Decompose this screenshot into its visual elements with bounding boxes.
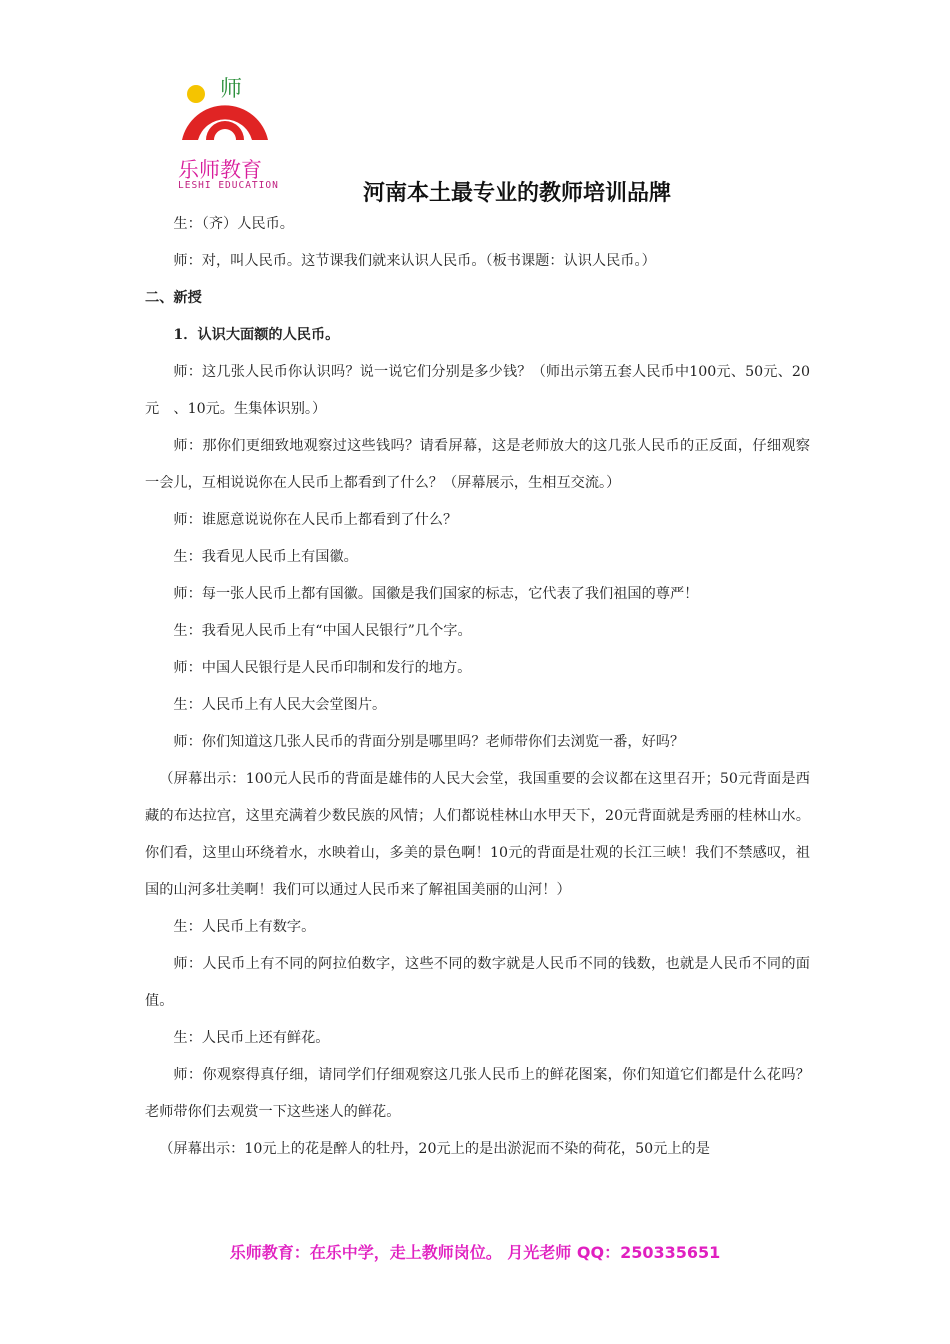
logo [170, 70, 290, 195]
paragraph: 生：人民币上有数字。 [173, 919, 316, 935]
paragraph: 师：对，叫人民币。这节课我们就来认识人民币。（板书课题：认识人民币。） [173, 253, 656, 269]
logo-name: 乐师教育 [178, 158, 262, 182]
paragraph: 生：我看见人民币上有“中国人民银行”几个字。 [173, 623, 472, 639]
paragraph: 师：中国人民银行是人民币印制和发行的地方。 [173, 660, 472, 676]
paragraph: 生：我看见人民币上有国徽。 [173, 549, 358, 565]
paragraph: 生：人民币上有人民大会堂图片。 [173, 697, 387, 713]
paragraph: 师：那你们更细致地观察过这些钱吗？请看屏幕，这是老师放大的这几张人民币的正反面，仔细观察一会儿，互相说说你在人民币上都看到了什么？（屏幕展示，生相互交流。） [145, 438, 810, 491]
paragraph: 师：人民币上有不同的阿拉伯数字，这些不同的数字就是人民币不同的钱数，也就是人民币不同的面值。 [145, 956, 810, 1009]
paragraph: 师：谁愿意说说你在人民币上都看到了什么？ [173, 512, 458, 528]
document-body [145, 206, 810, 1168]
paragraph: 生：（齐）人民币。 [173, 216, 294, 232]
paragraph: 师：你们知道这几张人民币的背面分别是哪里吗？老师带你们去浏览一番，好吗？ [173, 734, 685, 750]
section-heading: 二、新授 [145, 290, 202, 306]
brand-title: 河南本土最专业的教师培训品牌 [363, 180, 672, 206]
paragraph: 师：每一张人民币上都有国徽。国徽是我们国家的标志，它代表了我们祖国的尊严！ [173, 586, 699, 602]
paragraph: （屏幕出示：100元人民币的背面是雄伟的人民大会堂，我国重要的会议都在这里召开；50元背面是西藏的布达拉宫，这里充满着少数民族的风情；人们都说桂林山水甲天下，20元背面就是秀丽的桂林山水。你们看，这里山环绕着水，水映着山，多美的景色啊！10元的背面是壮观的长江三峡！我们不禁感叹，祖国的山河多壮美啊！我们可以通过人民币来了解祖国美丽的山河！） [145, 771, 810, 898]
logo-mark-text: 师 [220, 77, 243, 102]
logo-subtitle: LESHI EDUCATION [178, 180, 279, 191]
subsection-heading: 1．认识大面额的人民币。 [173, 327, 340, 343]
paragraph: 师：这几张人民币你认识吗？说一说它们分别是多少钱？（师出示第五套人民币中100元、50元、20元 、10元。生集体识别。） [145, 364, 810, 417]
paragraph: 生：人民币上还有鲜花。 [173, 1030, 330, 1046]
paragraph: （屏幕出示：10元上的花是醉人的牡丹，20元上的是出淤泥而不染的荷花，50元上的是 [159, 1141, 710, 1157]
paragraph: 师：你观察得真仔细，请同学们仔细观察这几张人民币上的鲜花图案，你们知道它们都是什么花吗？老师带你们去观赏一下这些迷人的鲜花。 [145, 1067, 810, 1120]
footer: 乐师教育：在乐中学，走上教师岗位。 月光老师 QQ：250335651 [229, 1243, 721, 1262]
